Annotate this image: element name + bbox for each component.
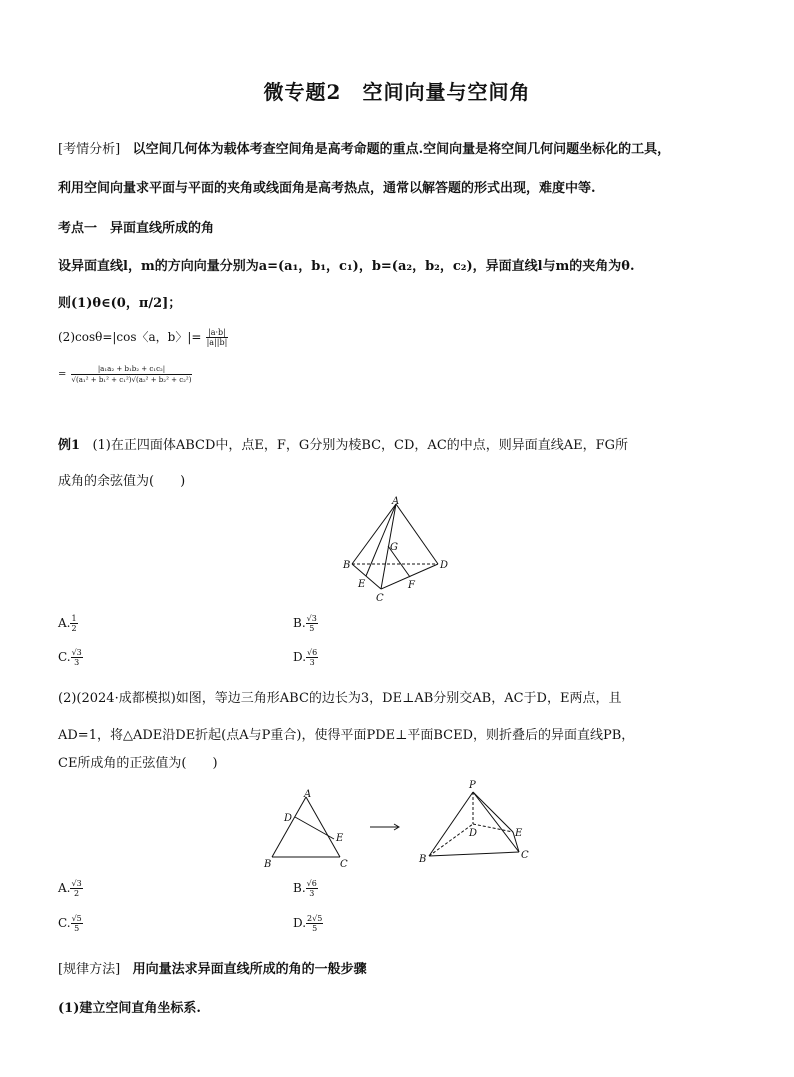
tri-segment-de [295,817,334,839]
kaodian-heading: 考点一 异面直线所成的角 [58,221,215,236]
option-num: 2√5 [307,914,323,923]
pyr-edge-de [473,824,513,832]
option-num: √5 [71,914,82,923]
cos-formula-line [58,328,228,347]
option-letter: D. [293,916,307,930]
q1-option-a[interactable] [58,614,78,633]
fig3-label-c: C [521,850,529,861]
step-1: (1)建立空间直角坐标系. [58,1001,201,1016]
pyr-edge-pc [473,792,519,852]
option-den: 2 [74,889,80,898]
analysis-text-2: 利用空间向量求平面与平面的夹角或线面角是高考热点，通常以解答题的形式出现，难度中等. [58,181,596,196]
option-den: 3 [309,658,315,667]
cos-prefix: (2)cosθ=|cos〈a，b〉|= [58,330,202,344]
cos-num: |a·b| [206,328,229,338]
setup-text: 设异面直线l，m的方向向量分别为a=(a₁，b₁，c₁)，b=(a₂，b₂，c₂)，异面直线l与m的夹角为θ. [58,259,635,274]
pyr-edge-pb [429,792,473,856]
example1-label: 例1 [58,438,81,453]
q1-option-c[interactable] [58,648,83,667]
fig1-label-e: E [358,579,366,590]
option-letter: C. [58,916,71,930]
fig3-label-p: P [469,780,476,791]
page-title: 微专题2 空间向量与空间角 [263,80,531,104]
fig2-label-b: B [264,859,272,870]
option-letter: C. [58,650,71,664]
fig1-label-d: D [440,560,449,571]
fig2-label-a: A [304,789,312,800]
method-line [58,958,367,977]
segment-ae [366,504,396,576]
option-den: 5 [309,624,315,633]
option-den: 5 [74,924,80,933]
analysis-line-1 [58,138,670,157]
q2-text-3: CE所成角的正弦值为( ) [58,756,218,771]
method-text: 用向量法求异面直线所成的角的一般步骤 [132,962,367,977]
fig2-label-c: C [340,859,348,870]
folded-pyramid-figure [415,776,535,866]
option-letter: B. [293,616,306,630]
fig1-label-g: G [390,542,398,553]
edge-ad [396,504,438,564]
fig1-label-a: A [392,496,400,507]
tri-edge-ac [306,797,340,857]
option-den: 3 [309,889,315,898]
q2-option-b[interactable] [293,879,318,898]
q2-option-c[interactable] [58,914,83,933]
option-letter: A. [58,881,71,895]
option-letter: B. [293,881,306,895]
option-letter: A. [58,616,71,630]
q1-text-1: (1)在正四面体ABCD中，点E，F，G分别为棱BC，CD，AC的中点，则异面直线AE，FG所 [92,438,629,453]
analysis-label: [考情分析] [58,142,121,157]
cos-fraction [206,328,229,347]
q1-option-b[interactable] [293,614,318,633]
q1-option-d[interactable] [293,648,318,667]
q2-text-2: AD=1，将△ADE沿DE折起(点A与P重合)，使得平面PDE⊥平面BCED，则折叠后的异面直线PB， [58,728,635,743]
option-num: √3 [306,614,317,623]
q1-text-2: 成角的余弦值为( ) [58,474,186,489]
cos-num2: |a₁a₂ + b₁b₂ + c₁c₂| [71,364,193,375]
q2-option-d[interactable] [293,914,323,933]
tri-edge-ab [272,797,306,857]
fig2-label-e: E [336,833,344,844]
option-num: √6 [306,879,317,888]
option-den: 3 [74,658,80,667]
fig2-label-d: D [284,813,293,824]
option-num: √3 [71,648,82,657]
pyr-edge-bd [429,824,473,856]
option-num: 1 [71,614,77,623]
option-letter: D. [293,650,307,664]
tetrahedron-figure [330,494,460,604]
triangle-figure [258,785,358,871]
q2-option-a[interactable] [58,879,83,898]
fig3-label-d: D [469,828,478,839]
analysis-text-1: 以空间几何体为载体考查空间角是高考命题的重点.空间向量是将空间几何问题坐标化的工具， [132,142,671,157]
pyr-edge-bc [429,852,519,856]
q2-text-1: (2)(2024·成都模拟)如图，等边三角形ABC的边长为3，DE⊥AB分别交AB，AC于D，E两点，且 [58,691,622,706]
option-num: √6 [307,648,318,657]
fig1-label-f: F [408,580,415,591]
option-den: 5 [312,924,318,933]
cos-expanded-line: = $\frac{\text{|a₁a₂ + b₁b₂ + c₁c₂|}}{\text{√(a₁² + b₁² + c₁²)√(a₂² + b₂² + c₂²)}}$ [58,365,192,384]
fig3-label-b: B [419,854,427,865]
fig1-label-c: C [376,593,384,604]
edge-ab [352,504,396,564]
pyr-edge-pe [473,792,513,832]
angle-range: 则(1)θ∈(0，π/2]； [58,296,182,311]
method-label: [规律方法] [58,962,121,977]
example1-q1-line1 [58,434,628,453]
fig3-label-e: E [515,828,523,839]
edge-bc [352,564,381,589]
arrow-icon [368,822,402,832]
fig1-label-b: B [343,560,351,571]
cos-den2: √(a₁² + b₁² + c₁²)√(a₂² + b₂² + c₂²) [71,376,192,384]
option-num: √3 [71,879,82,888]
cos-den: |a||b| [206,338,228,347]
option-den: 2 [71,624,77,633]
cos-expanded-fraction [71,364,193,385]
